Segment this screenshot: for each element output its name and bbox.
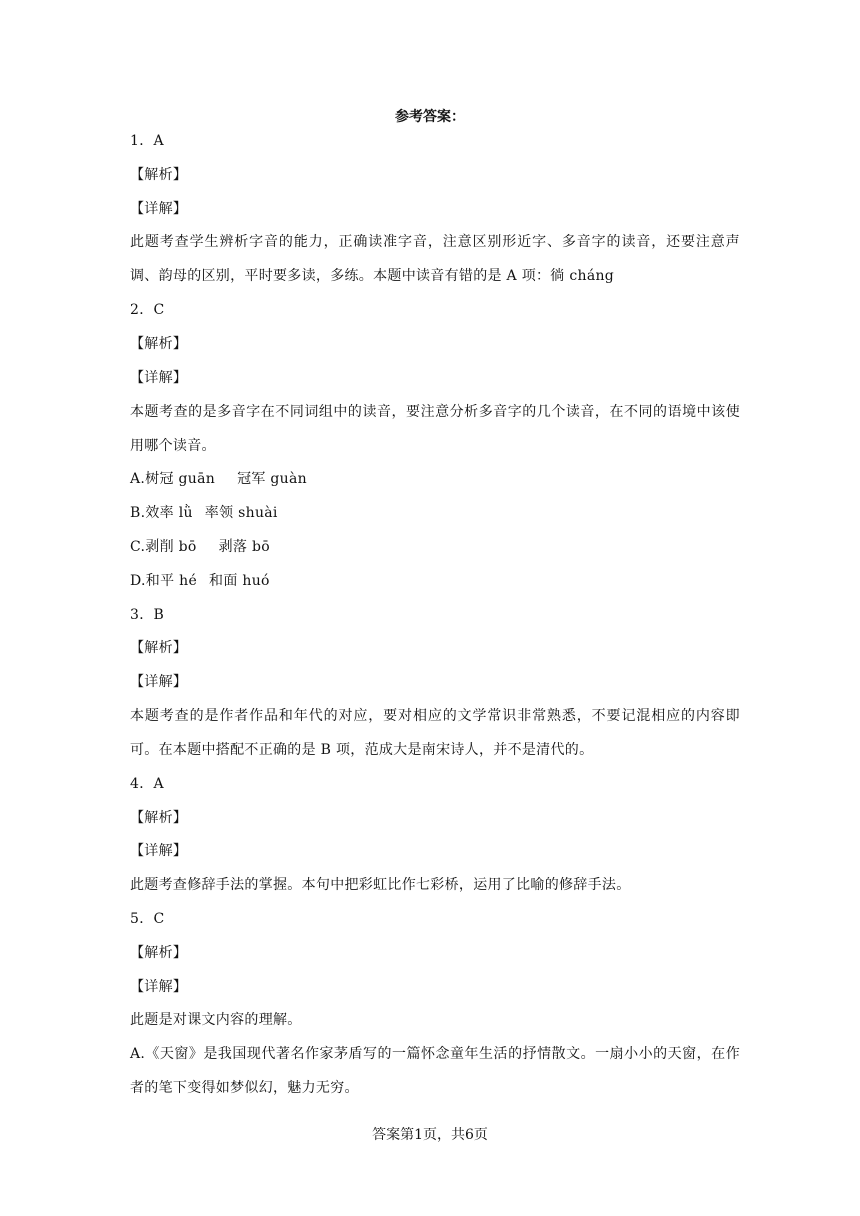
q4-detail-text: 此题考查修辞手法的掌握。本句中把彩虹比作七彩桥，运用了比喻的修辞手法。 (130, 877, 631, 894)
q2-option-c-first: C.剥削 bō (130, 538, 197, 555)
q3-analysis-label: 【解析】 (130, 640, 188, 657)
q3-detail-text: 本题考查的是作者作品和年代的对应，要对相应的文学常识非常熟悉，不要记混相应的内容即可。在本题中搭配不正确的是 B 项，范成大是南宋诗人，并不是清代的。 (130, 707, 740, 758)
q4-analysis-label: 【解析】 (130, 809, 188, 826)
q5-detail-label: 【详解】 (130, 978, 188, 995)
page-title: 参考答案： (395, 109, 465, 125)
q3-answer: 3．B (130, 606, 165, 623)
q2-option-c-second: 剥落 bō (218, 538, 270, 555)
q4-detail-label: 【详解】 (130, 843, 188, 860)
q2-option-c (130, 537, 740, 557)
q5-detail-text: 此题是对课文内容的理解。 (130, 1012, 302, 1029)
q2-answer: 2．C (130, 302, 165, 319)
q2-option-d-first: D.和平 hé (130, 572, 198, 589)
q3-detail-label: 【详解】 (130, 674, 188, 691)
page-footer: 答案第1页，共6页 (372, 1127, 488, 1143)
q1-analysis-label: 【解析】 (130, 166, 188, 183)
q2-option-a-second: 冠军 guàn (237, 471, 307, 488)
q5-option-a: A.《天窗》是我国现代著名作家茅盾写的一篇怀念童年生活的抒情散文。一扇小小的天窗，在作者的笔下变得如梦似幻，魅力无穷。 (130, 1046, 740, 1097)
q4-answer: 4．A (130, 775, 164, 792)
q2-option-a (130, 469, 740, 489)
q1-detail-text: 此题考查学生辨析字音的能力，正确读准字音，注意区别形近字、多音字的读音，还要注意声调、韵母的区别，平时要多读，多练。本题中读音有错的是 A 项：徜 cháng (130, 234, 740, 285)
q5-analysis-label: 【解析】 (130, 944, 188, 961)
q2-option-b-second: 率领 shuài (204, 505, 278, 522)
q2-option-a-first: A.树冠 guān (130, 471, 216, 488)
q2-analysis-label: 【解析】 (130, 335, 188, 352)
q2-option-b-first: B.效率 lǜ (130, 505, 193, 522)
q1-detail-label: 【详解】 (130, 200, 188, 217)
q2-option-d-second: 和面 huó (209, 572, 270, 589)
q2-option-d (130, 571, 740, 591)
answer-content (130, 131, 740, 1112)
q2-option-b (130, 503, 740, 523)
q5-answer: 5．C (130, 910, 165, 927)
q2-detail-label: 【详解】 (130, 369, 188, 386)
q2-detail-text: 本题考查的是多音字在不同词组中的读音，要注意分析多音字的几个读音，在不同的语境中该使用哪个读音。 (130, 403, 740, 454)
q1-answer: 1．A (130, 133, 164, 149)
